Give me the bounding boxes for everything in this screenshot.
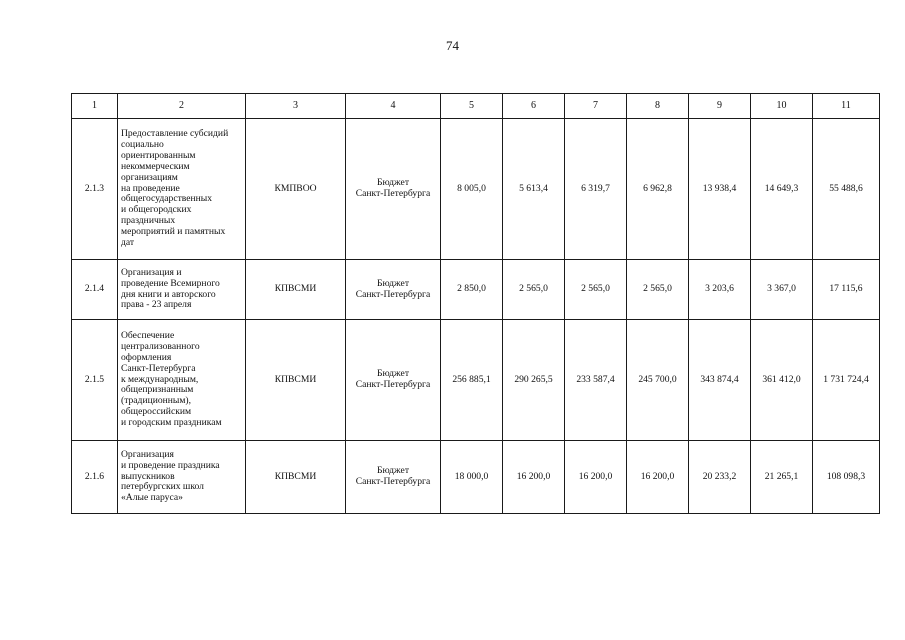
activity-name-line: мероприятий и памятных	[121, 225, 226, 237]
executor: КПВСМИ	[246, 320, 346, 441]
amount-cell-col-9: 343 874,4	[689, 320, 751, 441]
table-row	[72, 119, 880, 260]
amount-cell-col-7: 233 587,4	[565, 320, 627, 441]
activity-name-line: и проведение праздника	[121, 459, 220, 471]
column-header-11: 11	[813, 94, 880, 119]
column-header-6: 6	[503, 94, 565, 119]
activity-name-line: на проведение	[121, 182, 180, 194]
funding-source	[346, 260, 441, 320]
funding-source-line: Санкт-Петербурга	[355, 379, 431, 390]
funding-source	[346, 320, 441, 441]
amount-cell-col-10: 3 367,0	[751, 260, 813, 320]
amount-cell-col-10: 21 265,1	[751, 441, 813, 514]
activity-name-line: и общегородских	[121, 204, 192, 216]
row-number: 2.1.3	[72, 119, 118, 260]
page-number: 74	[446, 38, 459, 53]
amount-cell-col-6: 16 200,0	[503, 441, 565, 514]
row-number: 2.1.5	[72, 320, 118, 441]
activity-name	[118, 320, 246, 441]
activity-name-line: общегосударственных	[121, 193, 213, 205]
activity-name-line: общероссийским	[121, 406, 192, 418]
funding-source-line: Бюджет	[376, 177, 410, 189]
funding-source-line: Бюджет	[376, 368, 410, 380]
activity-name-line: выпускников	[121, 470, 175, 482]
amount-cell-col-8: 6 962,8	[627, 119, 689, 260]
activity-name-line: к международным,	[121, 373, 199, 385]
table-row	[72, 441, 880, 514]
column-header-3: 3	[246, 94, 346, 119]
amount-cell-col-11: 55 488,6	[813, 119, 880, 260]
activity-name-line: общепризнанным	[121, 384, 194, 396]
column-header-5: 5	[441, 94, 503, 119]
activity-name-line: оформления	[121, 351, 172, 363]
column-header-7: 7	[565, 94, 627, 119]
funding-source-line: Санкт-Петербурга	[355, 288, 431, 300]
executor: КПВСМИ	[246, 441, 346, 514]
column-header-10: 10	[751, 94, 813, 119]
amount-cell-col-7: 16 200,0	[565, 441, 627, 514]
activity-name-line: ориентированным	[121, 150, 196, 162]
activity-name-line: централизованного	[121, 341, 200, 353]
activity-name-line: организациям	[121, 171, 178, 183]
activity-name	[118, 119, 246, 260]
activity-name	[118, 441, 246, 514]
activity-name-line: «Алые паруса»	[121, 492, 183, 504]
table-row	[72, 320, 880, 441]
activity-name-line: дат	[121, 236, 135, 248]
table-body	[72, 119, 880, 514]
header-row	[72, 94, 880, 119]
column-header-8: 8	[627, 94, 689, 119]
column-header-1: 1	[72, 94, 118, 119]
column-header-2: 2	[118, 94, 246, 119]
amount-cell-col-7: 6 319,7	[565, 119, 627, 260]
activity-name-line: права - 23 апреля	[121, 299, 192, 311]
table-header	[72, 94, 880, 119]
activity-name	[118, 260, 246, 320]
amount-cell-col-8: 245 700,0	[627, 320, 689, 441]
funding-source-line: Санкт-Петербурга	[355, 476, 431, 487]
amount-cell-col-5: 256 885,1	[441, 320, 503, 441]
amount-cell-col-8: 2 565,0	[627, 260, 689, 320]
activity-name-line: Организация и	[121, 266, 182, 278]
activity-name-line: Санкт-Петербурга	[121, 362, 196, 374]
activity-name-line: Предоставление субсидий	[121, 128, 229, 140]
activity-name-line: петербургских школ	[121, 481, 204, 493]
funding-source-line: Санкт-Петербурга	[355, 188, 431, 199]
amount-cell-col-9: 20 233,2	[689, 441, 751, 514]
executor: КПВСМИ	[246, 260, 346, 320]
activity-name-line: некоммерческим	[121, 160, 190, 172]
column-header-4: 4	[346, 94, 441, 119]
funding-source-line: Бюджет	[376, 465, 410, 477]
amount-cell-col-10: 14 649,3	[751, 119, 813, 260]
amount-cell-col-6: 2 565,0	[503, 260, 565, 320]
funding-source	[346, 441, 441, 514]
row-number: 2.1.4	[72, 260, 118, 320]
budget-table	[71, 93, 880, 514]
amount-cell-col-11: 108 098,3	[813, 441, 880, 514]
activity-name-line: дня книги и авторского	[121, 288, 216, 300]
activity-name-line: Организация	[121, 448, 174, 460]
amount-cell-col-11: 17 115,6	[813, 260, 880, 320]
amount-cell-col-5: 18 000,0	[441, 441, 503, 514]
amount-cell-col-6: 290 265,5	[503, 320, 565, 441]
activity-name-line: Обеспечение	[121, 330, 175, 342]
activity-name-line: и городским праздникам	[121, 416, 222, 428]
amount-cell-col-6: 5 613,4	[503, 119, 565, 260]
funding-source-line: Бюджет	[376, 277, 410, 289]
table-row	[72, 260, 880, 320]
amount-cell-col-11: 1 731 724,4	[813, 320, 880, 441]
amount-cell-col-8: 16 200,0	[627, 441, 689, 514]
activity-name-line: проведение Всемирного	[121, 277, 220, 289]
executor: КМПВОО	[246, 119, 346, 260]
activity-name-line: социально	[121, 139, 164, 151]
amount-cell-col-9: 3 203,6	[689, 260, 751, 320]
amount-cell-col-9: 13 938,4	[689, 119, 751, 260]
amount-cell-col-5: 2 850,0	[441, 260, 503, 320]
column-header-9: 9	[689, 94, 751, 119]
activity-name-line: праздничных	[121, 215, 176, 227]
activity-name-line: (традиционным),	[121, 395, 192, 407]
amount-cell-col-5: 8 005,0	[441, 119, 503, 260]
amount-cell-col-10: 361 412,0	[751, 320, 813, 441]
amount-cell-col-7: 2 565,0	[565, 260, 627, 320]
row-number: 2.1.6	[72, 441, 118, 514]
funding-source	[346, 119, 441, 260]
